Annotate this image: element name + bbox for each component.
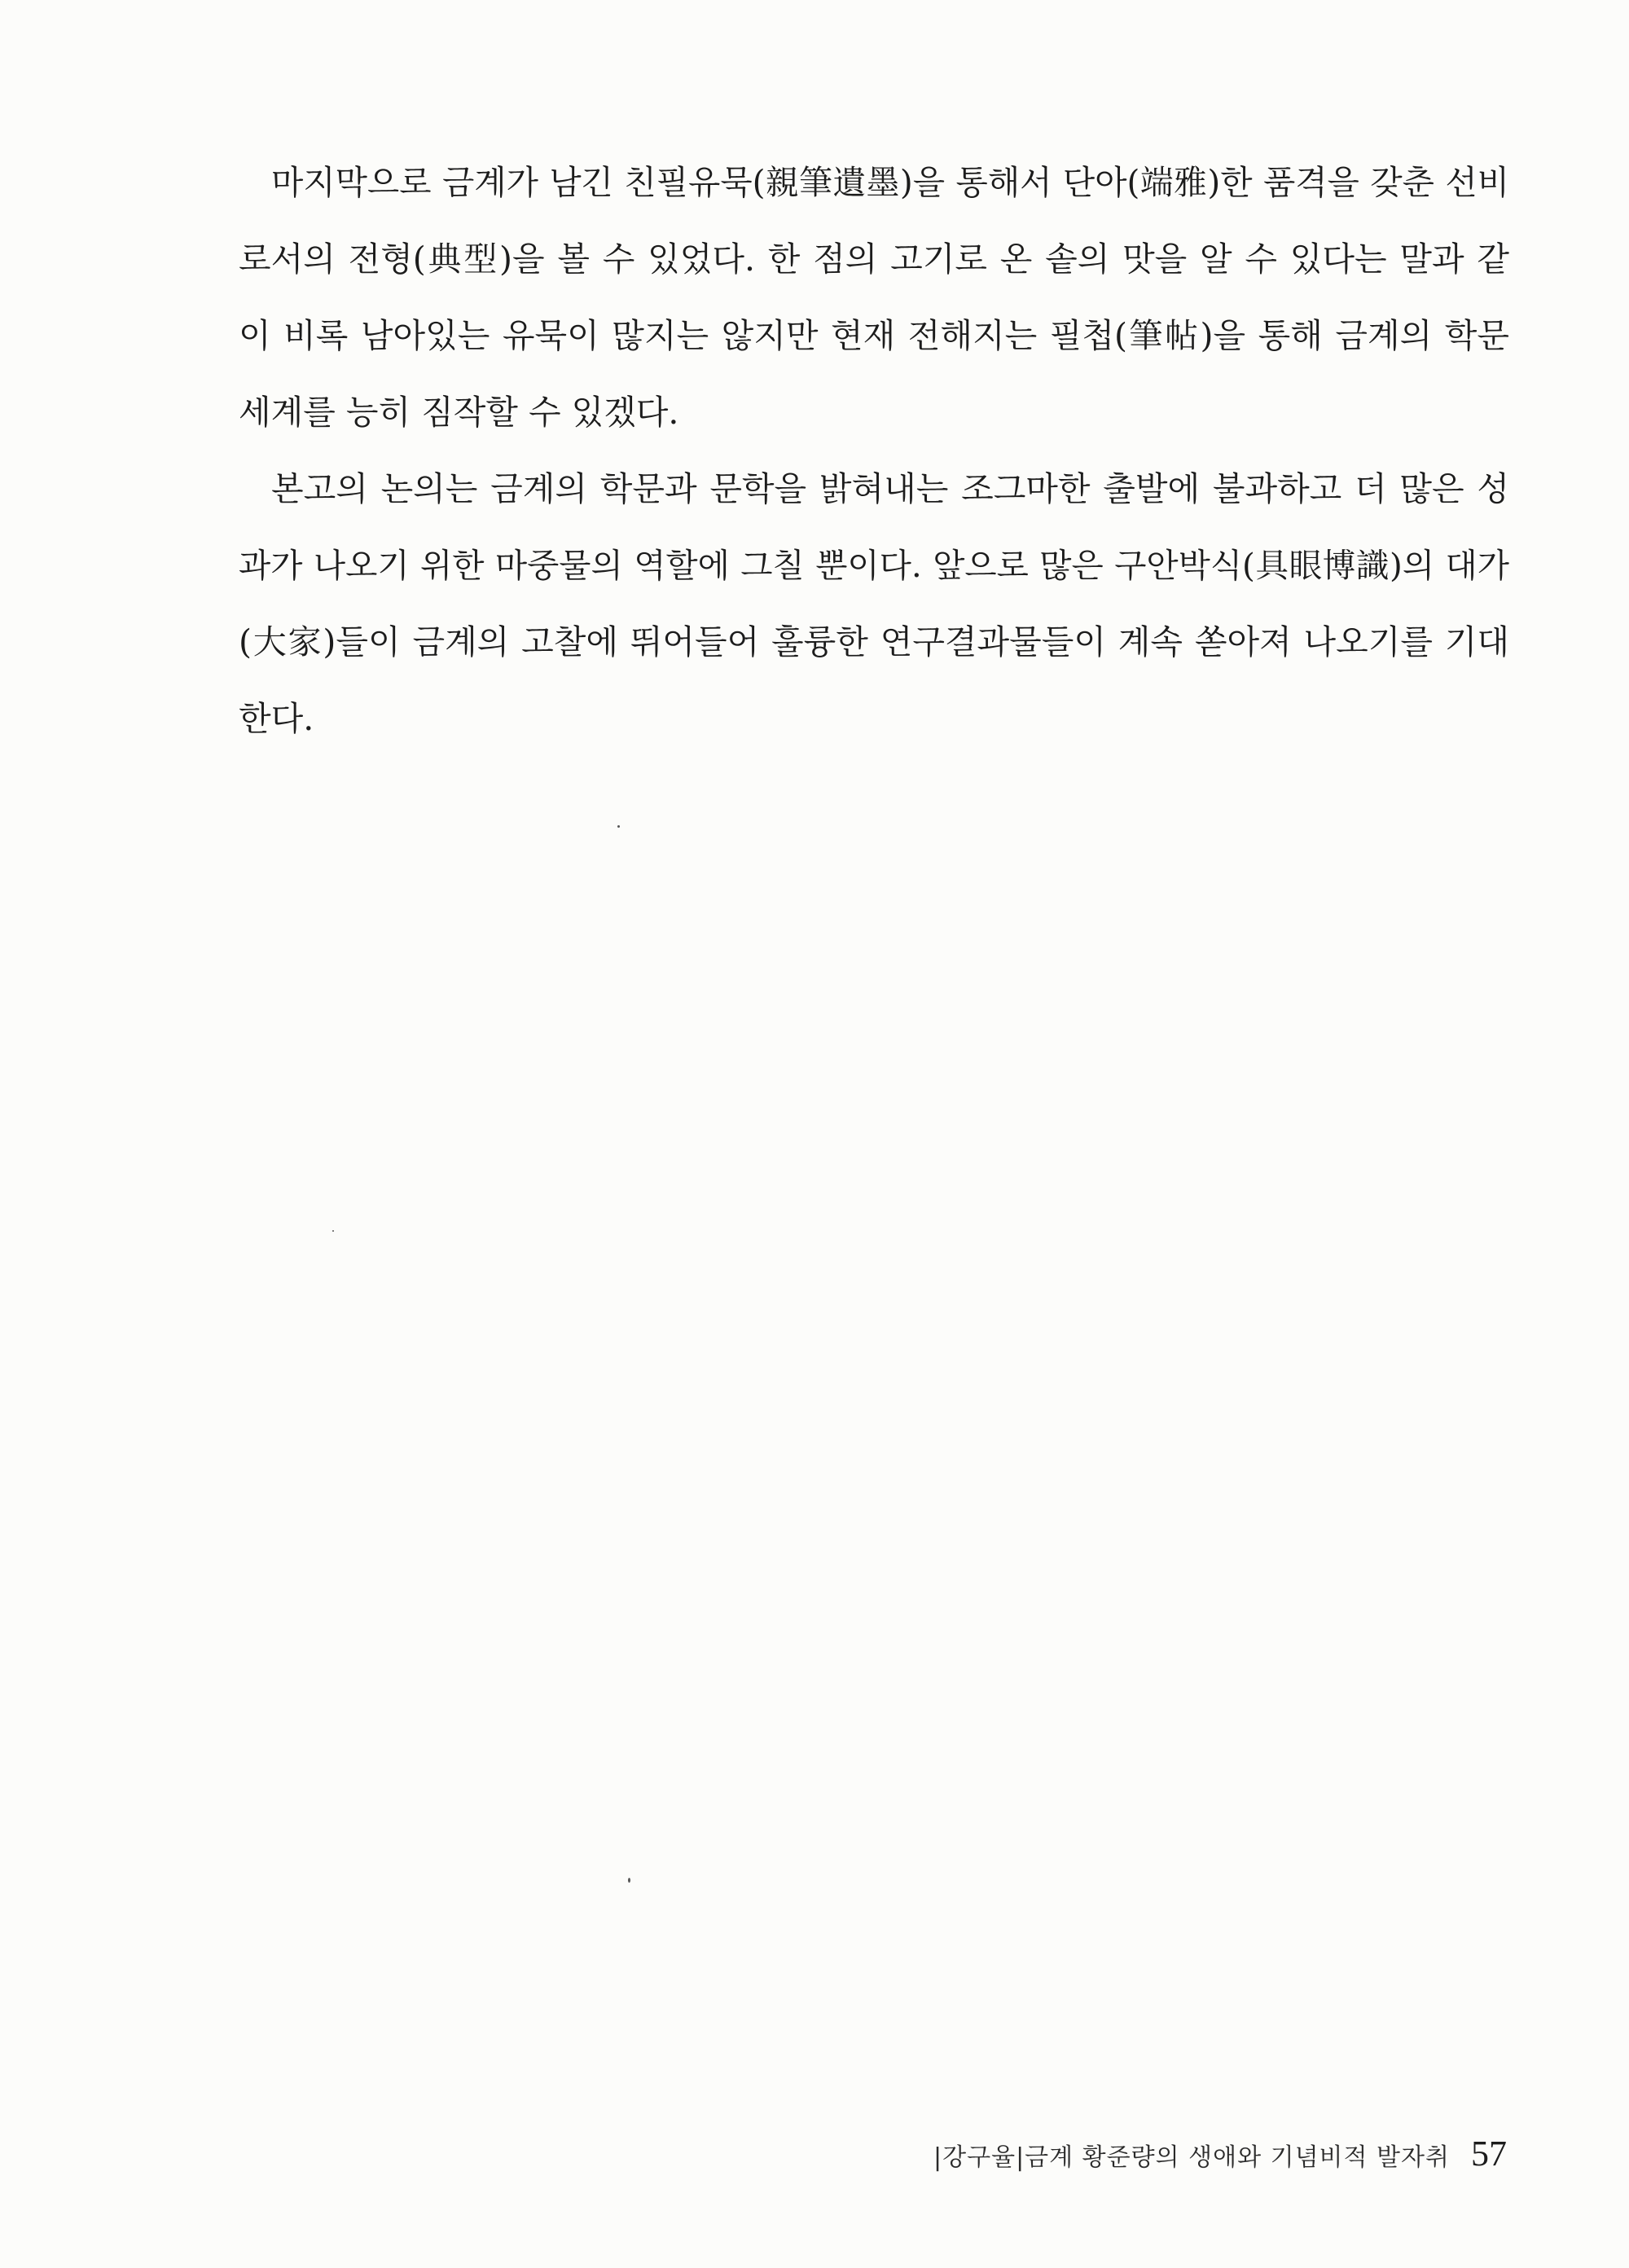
text-line: 로서의 전형(典型)을 볼 수 있었다. 한 점의 고기로 온 솥의 맛을 알 수 있다는 말과 같: [239, 240, 1509, 279]
scan-speck: [617, 825, 620, 828]
page-footer: [933, 2133, 1507, 2182]
scan-speck: [628, 1878, 630, 1883]
text-line: 이 비록 남아있는 유묵이 많지는 않지만 현재 전해지는 필첩(筆帖)을 통해 금계의 학문: [239, 316, 1509, 355]
text-line: 과가 나오기 위한 마중물의 역할에 그칠 뿐이다. 앞으로 많은 구안박식(具眼博識)의 대가: [239, 546, 1509, 585]
text-line: 세계를 능히 짐작할 수 있겠다.: [239, 393, 679, 432]
text-line: (大家)들이 금계의 고찰에 뛰어들어 훌륭한 연구결과물들이 계속 쏟아져 나오기를 기대: [239, 622, 1509, 662]
running-head: |강구율|금계 황준량의 생애와 기념비적 발자취: [933, 2143, 1450, 2172]
text-line: 마지막으로 금계가 남긴 친필유묵(親筆遺墨)을 통해서 단아(端雅)한 품격을 갖춘 선비: [271, 163, 1509, 202]
body-text: [239, 144, 1509, 757]
text-line: 본고의 논의는 금계의 학문과 문학을 밝혀내는 조그마한 출발에 불과하고 더 많은 성: [271, 469, 1509, 508]
text-line: 한다.: [239, 699, 314, 738]
scan-speck: [332, 1230, 334, 1232]
page-number: 57: [1471, 2134, 1507, 2174]
paragraph-2: [239, 451, 1509, 757]
paragraph-1: [239, 144, 1509, 451]
